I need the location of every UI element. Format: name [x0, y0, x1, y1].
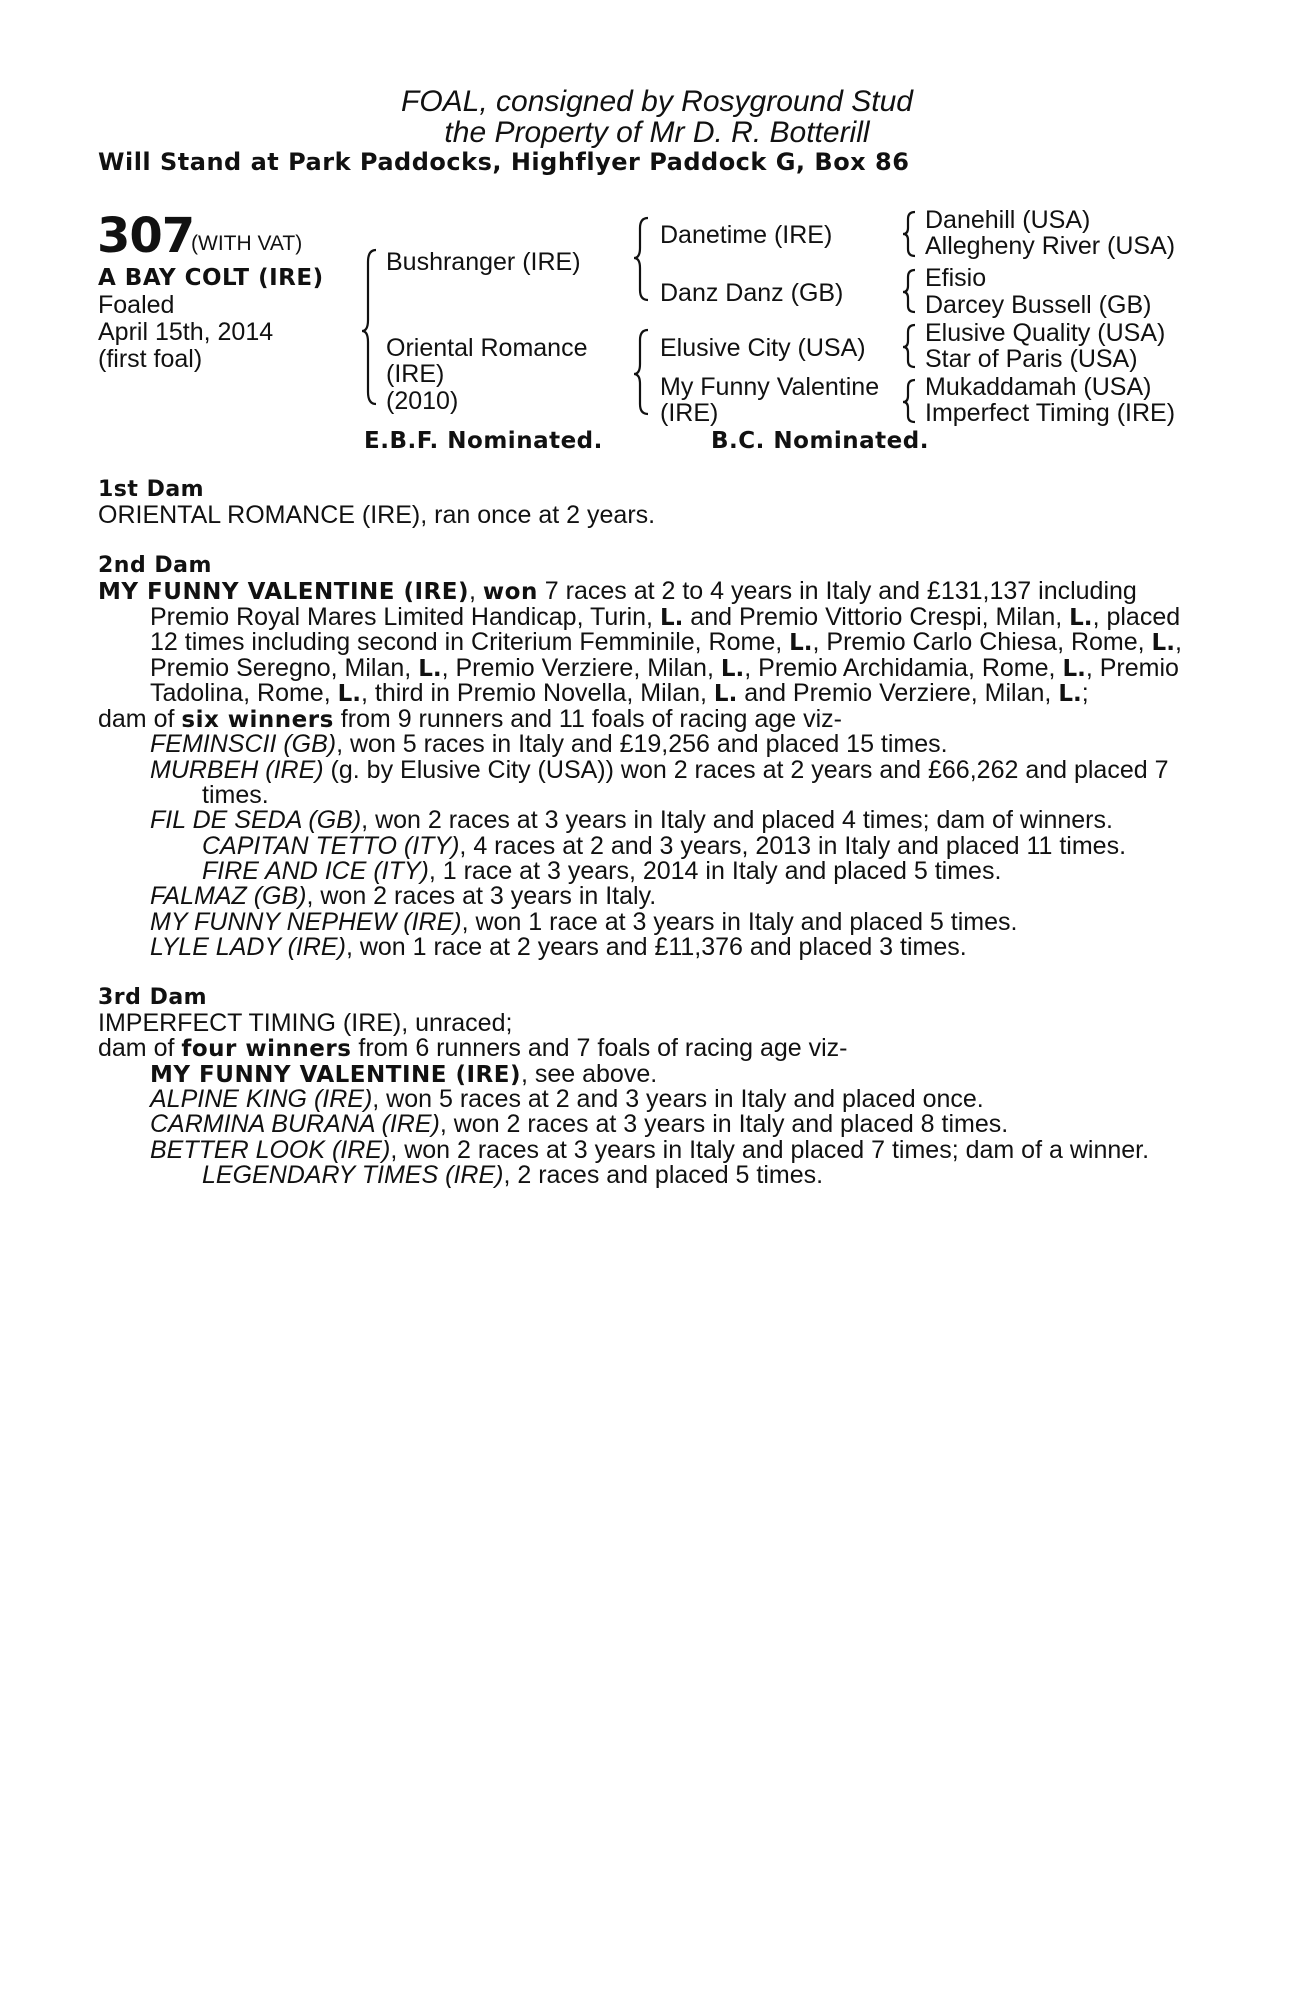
- produce-name: BETTER LOOK (IRE): [150, 1136, 391, 1164]
- grandparent-7: Mukaddamah (USA): [925, 373, 1152, 401]
- won-label: won: [482, 579, 538, 605]
- produce-record: , 2 races and placed 5 times.: [503, 1161, 824, 1189]
- race-text: , Premio: [1085, 654, 1179, 682]
- first-dam-text: ORIENTAL ROMANCE (IRE), ran once at 2 years.: [98, 501, 656, 529]
- listed-mark: L.: [1058, 681, 1082, 707]
- grandparent-2: Allegheny River (USA): [925, 232, 1176, 260]
- race-text: , third in Premio Novella, Milan,: [361, 679, 714, 707]
- runners-summary: from 9 runners and 11 foals of racing age viz-: [333, 705, 842, 733]
- second-dam-line1: MY FUNNY VALENTINE (IRE), won 7 races at 2 to 4 years in Italy and £131,137 including: [98, 577, 1137, 605]
- lot-title: A BAY COLT (IRE): [98, 265, 324, 291]
- produce-record: , 1 race at 3 years, 2014 in Italy and placed 5 times.: [428, 857, 1002, 885]
- produce-name: CARMINA BURANA (IRE): [150, 1110, 440, 1138]
- produce-record: , see above.: [520, 1060, 658, 1088]
- produce-line: [150, 758, 1169, 783]
- listed-mark: L.: [713, 681, 738, 707]
- listed-mark: L.: [1151, 630, 1175, 656]
- race-text: and Premio Vittorio Crespi, Milan,: [683, 603, 1070, 631]
- produce-record: , won 2 races at 3 years in Italy and placed 4 times; dam of winners.: [361, 806, 1113, 834]
- grandparent-8: Imperfect Timing (IRE): [925, 399, 1176, 427]
- produce-line: [150, 808, 1113, 833]
- listed-mark: L.: [789, 630, 813, 656]
- runners-summary: from 6 runners and 7 foals of racing age viz-: [351, 1034, 848, 1062]
- produce-line: [150, 1138, 1149, 1163]
- dam-sire: Elusive City (USA): [660, 334, 866, 362]
- race-text: , Premio Archidamia, Rome,: [744, 654, 1063, 682]
- second-dam-line3: [150, 630, 1182, 656]
- first-foal-note: (first foal): [98, 345, 203, 373]
- produce-name: MY FUNNY NEPHEW (IRE): [150, 908, 462, 936]
- produce-name: LEGENDARY TIMES (IRE): [202, 1161, 504, 1189]
- produce-line: [202, 834, 1126, 859]
- listed-mark: L.: [1062, 656, 1086, 682]
- second-dam-heading: 2nd Dam: [98, 553, 212, 578]
- foaled-date: April 15th, 2014: [98, 318, 274, 346]
- grandparent-1: Danehill (USA): [925, 206, 1091, 234]
- produce-name: FALMAZ (GB): [150, 882, 307, 910]
- dam-of-label: dam of: [98, 1034, 182, 1062]
- sire-sire: Danetime (IRE): [660, 221, 833, 249]
- produce-record: , won 2 races at 3 years in Italy.: [306, 882, 657, 910]
- grandparent-3: Efisio: [925, 264, 987, 292]
- grandparent-6: Star of Paris (USA): [925, 345, 1138, 373]
- race-text: , Premio Verziere, Milan,: [441, 654, 721, 682]
- produce-name: LYLE LADY (IRE): [150, 933, 346, 961]
- produce-record: , won 1 race at 2 years and £11,376 and placed 3 times.: [345, 933, 967, 961]
- produce-line: [202, 783, 269, 808]
- race-text: Tadolina, Rome,: [150, 679, 338, 707]
- first-dam-heading: 1st Dam: [98, 477, 205, 502]
- race-text: ,: [1174, 628, 1182, 656]
- race-text: ;: [1081, 679, 1089, 707]
- listed-mark: L.: [337, 681, 362, 707]
- dam-of-label: dam of: [98, 705, 182, 733]
- ebf-nomination: E.B.F. Nominated.: [364, 428, 603, 454]
- produce-record: , won 5 races in Italy and £19,256 and placed 15 times.: [336, 730, 948, 758]
- produce-name: FIL DE SEDA (GB): [150, 806, 362, 834]
- third-dam-heading: 3rd Dam: [98, 985, 208, 1010]
- produce-line: [150, 1087, 984, 1112]
- lot-number: 307: [97, 208, 195, 264]
- produce-line: [150, 884, 656, 909]
- race-text: Premio Royal Mares Limited Handicap, Turin,: [150, 603, 660, 631]
- foaled-label: Foaled: [98, 291, 175, 319]
- produce-line: [202, 859, 1001, 884]
- produce-line: [202, 1163, 823, 1188]
- header-stand: Will Stand at Park Paddocks, Highflyer Paddock G, Box 86: [98, 148, 910, 176]
- produce-line: [150, 732, 948, 757]
- produce-record: , won 2 races at 3 years in Italy and placed 8 times.: [439, 1110, 1009, 1138]
- listed-mark: L.: [1069, 605, 1093, 631]
- dam-dam-line1: My Funny Valentine: [660, 373, 880, 401]
- produce-name: MURBEH (IRE): [150, 756, 324, 784]
- race-text: 12 times including second in Criterium Femminile, Rome,: [150, 628, 790, 656]
- dam-foaled-year: (2010): [386, 387, 459, 415]
- header-property: the Property of Mr D. R. Botterill: [444, 116, 870, 149]
- bc-nomination: B.C. Nominated.: [711, 428, 929, 454]
- second-dam-line5: [150, 681, 1089, 707]
- produce-record: , won 5 races at 2 and 3 years in Italy and placed once.: [372, 1085, 984, 1113]
- race-text: and Premio Verziere, Milan,: [737, 679, 1059, 707]
- vat-label: (WITH VAT): [191, 232, 303, 255]
- produce-name: FEMINSCII (GB): [150, 730, 337, 758]
- race-text: , placed: [1092, 603, 1181, 631]
- dam-dam-line2: (IRE): [660, 399, 719, 427]
- sire-dam: Danz Danz (GB): [660, 279, 844, 307]
- dam-name-line1: Oriental Romance: [386, 334, 588, 362]
- produce-line: [150, 1112, 1008, 1137]
- race-text: 7 races at 2 to 4 years in Italy and £131,137 including: [537, 577, 1137, 605]
- produce-record: , 4 races at 2 and 3 years, 2013 in Italy and placed 11 times.: [459, 832, 1127, 860]
- winners-count: four winners: [181, 1036, 352, 1062]
- listed-mark: L.: [720, 656, 745, 682]
- grandparent-4: Darcey Bussell (GB): [925, 291, 1152, 319]
- third-dam-produce-summary: [98, 1036, 848, 1062]
- header-consignor: FOAL, consigned by Rosyground Stud: [401, 85, 913, 118]
- second-dam-name: MY FUNNY VALENTINE (IRE): [98, 579, 469, 605]
- produce-line: [150, 935, 967, 960]
- grandparent-5: Elusive Quality (USA): [925, 319, 1166, 347]
- produce-record: , won 1 race at 3 years in Italy and placed 5 times.: [461, 908, 1018, 936]
- produce-record: , won 2 races at 3 years in Italy and placed 7 times; dam of a winner.: [390, 1136, 1150, 1164]
- produce-line: [150, 910, 1017, 935]
- produce-name: MY FUNNY VALENTINE (IRE): [150, 1062, 521, 1088]
- produce-name: CAPITAN TETTO (ITY): [202, 832, 460, 860]
- listed-mark: L.: [659, 605, 684, 631]
- sire-name: Bushranger (IRE): [386, 248, 581, 276]
- produce-name: ALPINE KING (IRE): [150, 1085, 373, 1113]
- race-text: , Premio Carlo Chiesa, Rome,: [812, 628, 1152, 656]
- produce-name: FIRE AND ICE (ITY): [202, 857, 429, 885]
- produce-record: (g. by Elusive City (USA)) won 2 races at 2 years and £66,262 and placed 7: [323, 756, 1169, 784]
- produce-record: times.: [202, 781, 269, 809]
- race-text: Premio Seregno, Milan,: [150, 654, 419, 682]
- third-dam-line1: IMPERFECT TIMING (IRE), unraced;: [98, 1009, 513, 1037]
- dam-name-line2: (IRE): [386, 360, 445, 388]
- winners-count: six winners: [181, 707, 334, 733]
- listed-mark: L.: [418, 656, 442, 682]
